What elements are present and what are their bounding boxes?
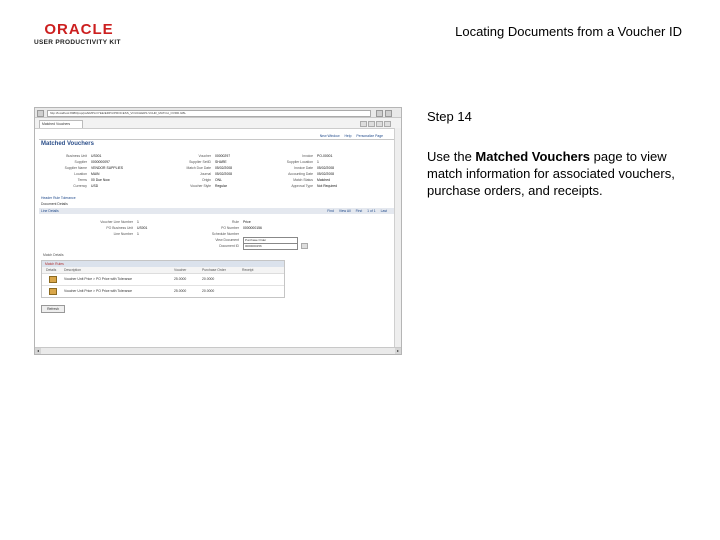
column-header: Voucher: [174, 268, 187, 272]
field-value: 05/02/2008: [317, 166, 334, 170]
print-icon[interactable]: [376, 121, 383, 127]
url-field[interactable]: http://localhost:8080/psp/ps/EMPLOYEE/ERP/c/PROCESS_VOUCHERS.VCHR_MATCH_OVRD.GBL: [47, 110, 371, 117]
line-details-bar: [39, 208, 397, 214]
row-description: Voucher Unit Price > PO Price with Tolerance: [64, 277, 133, 281]
document-title: Locating Documents from a Voucher ID: [455, 24, 682, 39]
match-rules-grid: [41, 260, 285, 298]
table-row: [42, 286, 284, 297]
field-value: 0000000156: [243, 226, 262, 230]
field-label: Line Number: [113, 232, 133, 236]
instruction-text: [427, 148, 695, 199]
tools-icon[interactable]: [384, 121, 391, 127]
instruction-bold: Matched Vouchers: [475, 149, 591, 164]
field-value: 1: [137, 232, 139, 236]
column-header: Details: [46, 268, 57, 272]
grid-header: [42, 267, 284, 274]
field-label: View Document: [215, 238, 239, 242]
field-value: Not Required: [317, 184, 337, 188]
field-label: Match Status: [293, 178, 313, 182]
logo-wordmark: ORACLE: [44, 21, 114, 38]
pagination-nav: [323, 209, 387, 213]
field-value: 05/02/2008: [317, 172, 334, 176]
field-label: Origin: [201, 178, 211, 182]
help-link[interactable]: Help: [344, 134, 352, 138]
tab-bar: [35, 118, 401, 129]
field-label: Invoice: [302, 154, 313, 158]
field-value: 1: [137, 220, 139, 224]
field-value: USD: [91, 184, 99, 188]
field-label: Supplier Name: [64, 166, 87, 170]
field-value: 05/02/2008: [215, 172, 232, 176]
field-label: Voucher: [198, 154, 211, 158]
column-header: Receipt: [242, 268, 254, 272]
browser-tab[interactable]: Matched Vouchers: [39, 120, 83, 128]
field-label: Voucher Style: [190, 184, 211, 188]
field-label: Supplier SetID: [189, 160, 211, 164]
page-title: Matched Vouchers: [41, 141, 94, 147]
field-value: MAIN: [91, 172, 100, 176]
field-label: Currency: [73, 184, 87, 188]
field-label: Invoice Date: [294, 166, 313, 170]
field-value: ONL: [215, 178, 222, 182]
field-label: Supplier: [74, 160, 87, 164]
field-label: Business Unit: [66, 154, 87, 158]
field-label: Journal: [199, 172, 211, 176]
field-value: Regular: [215, 184, 227, 188]
document-id-select[interactable]: 0000000156: [243, 243, 298, 250]
top-links: [316, 134, 383, 138]
field-value: Price: [243, 220, 251, 224]
go-icon[interactable]: [301, 243, 308, 249]
go-icon[interactable]: [376, 110, 383, 117]
field-label: Approval Type: [291, 184, 313, 188]
line-details-link[interactable]: Line Details: [41, 209, 59, 213]
row-po: 20.0000: [202, 289, 215, 293]
personalize-link[interactable]: Personalize Page: [356, 134, 383, 138]
logo-subtitle: USER PRODUCTIVITY KIT: [34, 39, 121, 46]
match-details-label: Match Details: [43, 253, 64, 257]
address-bar: [35, 108, 401, 118]
oracle-upk-logo: [34, 22, 124, 46]
field-label: Rule: [232, 220, 239, 224]
field-label: PO Number: [221, 226, 239, 230]
scroll-left-icon[interactable]: ◂: [36, 348, 39, 353]
vertical-scrollbar[interactable]: [394, 128, 401, 348]
field-value: 05/02/2008: [215, 166, 232, 170]
column-header: Description: [64, 268, 81, 272]
field-label: PO Business Unit: [106, 226, 133, 230]
back-icon[interactable]: [37, 110, 44, 117]
field-value: SHARE: [215, 160, 227, 164]
field-value: US001: [91, 154, 102, 158]
field-value: VENDOR SUPPLIES: [91, 166, 124, 170]
header-rule-tolerance-link[interactable]: Header Rule Tolerance: [41, 196, 76, 200]
details-icon[interactable]: [49, 288, 57, 295]
field-value: 00 Due Now: [91, 178, 110, 182]
field-label: Location: [74, 172, 87, 176]
feeds-icon[interactable]: [368, 121, 375, 127]
step-label: Step 14: [427, 109, 472, 124]
column-header: Purchase Order: [202, 268, 226, 272]
divider: [39, 139, 397, 140]
view-document-select[interactable]: Purchase Order: [243, 237, 298, 244]
first-link[interactable]: First: [355, 209, 363, 213]
row-description: Voucher Unit Price > PO Price with Tolerance: [64, 289, 133, 293]
field-label: Schedule Number: [211, 232, 239, 236]
field-label: Accounting Date: [288, 172, 313, 176]
field-label: Terms: [77, 178, 87, 182]
field-value: PO-00001: [317, 154, 333, 158]
row-voucher: 25.0000: [174, 277, 187, 281]
instruction-suffix: page to view match information for associated vouchers, purchase orders, and receipts.: [427, 149, 675, 198]
find-link[interactable]: Find: [327, 209, 334, 213]
field-label: Supplier Location: [286, 160, 313, 164]
browser-screenshot: [34, 107, 402, 355]
field-label: Document ID: [219, 244, 239, 248]
grid-title: Match Rules: [42, 261, 284, 267]
field-value: Matched: [317, 178, 331, 182]
scroll-right-icon[interactable]: ▸: [396, 348, 399, 353]
refresh-button[interactable]: Refresh: [41, 305, 65, 313]
row-voucher: 25.0000: [174, 289, 187, 293]
row-po: 20.0000: [202, 277, 215, 281]
last-link[interactable]: Last: [380, 209, 387, 213]
refresh-icon[interactable]: [385, 110, 392, 117]
field-value: US001: [137, 226, 148, 230]
instruction-prefix: Use the: [427, 149, 476, 164]
document-details-label: Document Details: [41, 202, 68, 206]
field-value: 1: [317, 160, 319, 164]
home-icon[interactable]: [360, 121, 367, 127]
table-row: [42, 274, 284, 286]
field-label: Match Due Date: [186, 166, 211, 170]
horizontal-scrollbar[interactable]: [35, 347, 401, 354]
new-window-link[interactable]: New Window: [319, 134, 340, 138]
page-count: 1 of 1: [367, 209, 376, 213]
field-value: 0000000097: [91, 160, 110, 164]
details-icon[interactable]: [49, 276, 57, 283]
view-all-link[interactable]: View All: [338, 209, 351, 213]
field-value: 00000297: [215, 154, 231, 158]
field-label: Voucher Line Number: [100, 220, 133, 224]
